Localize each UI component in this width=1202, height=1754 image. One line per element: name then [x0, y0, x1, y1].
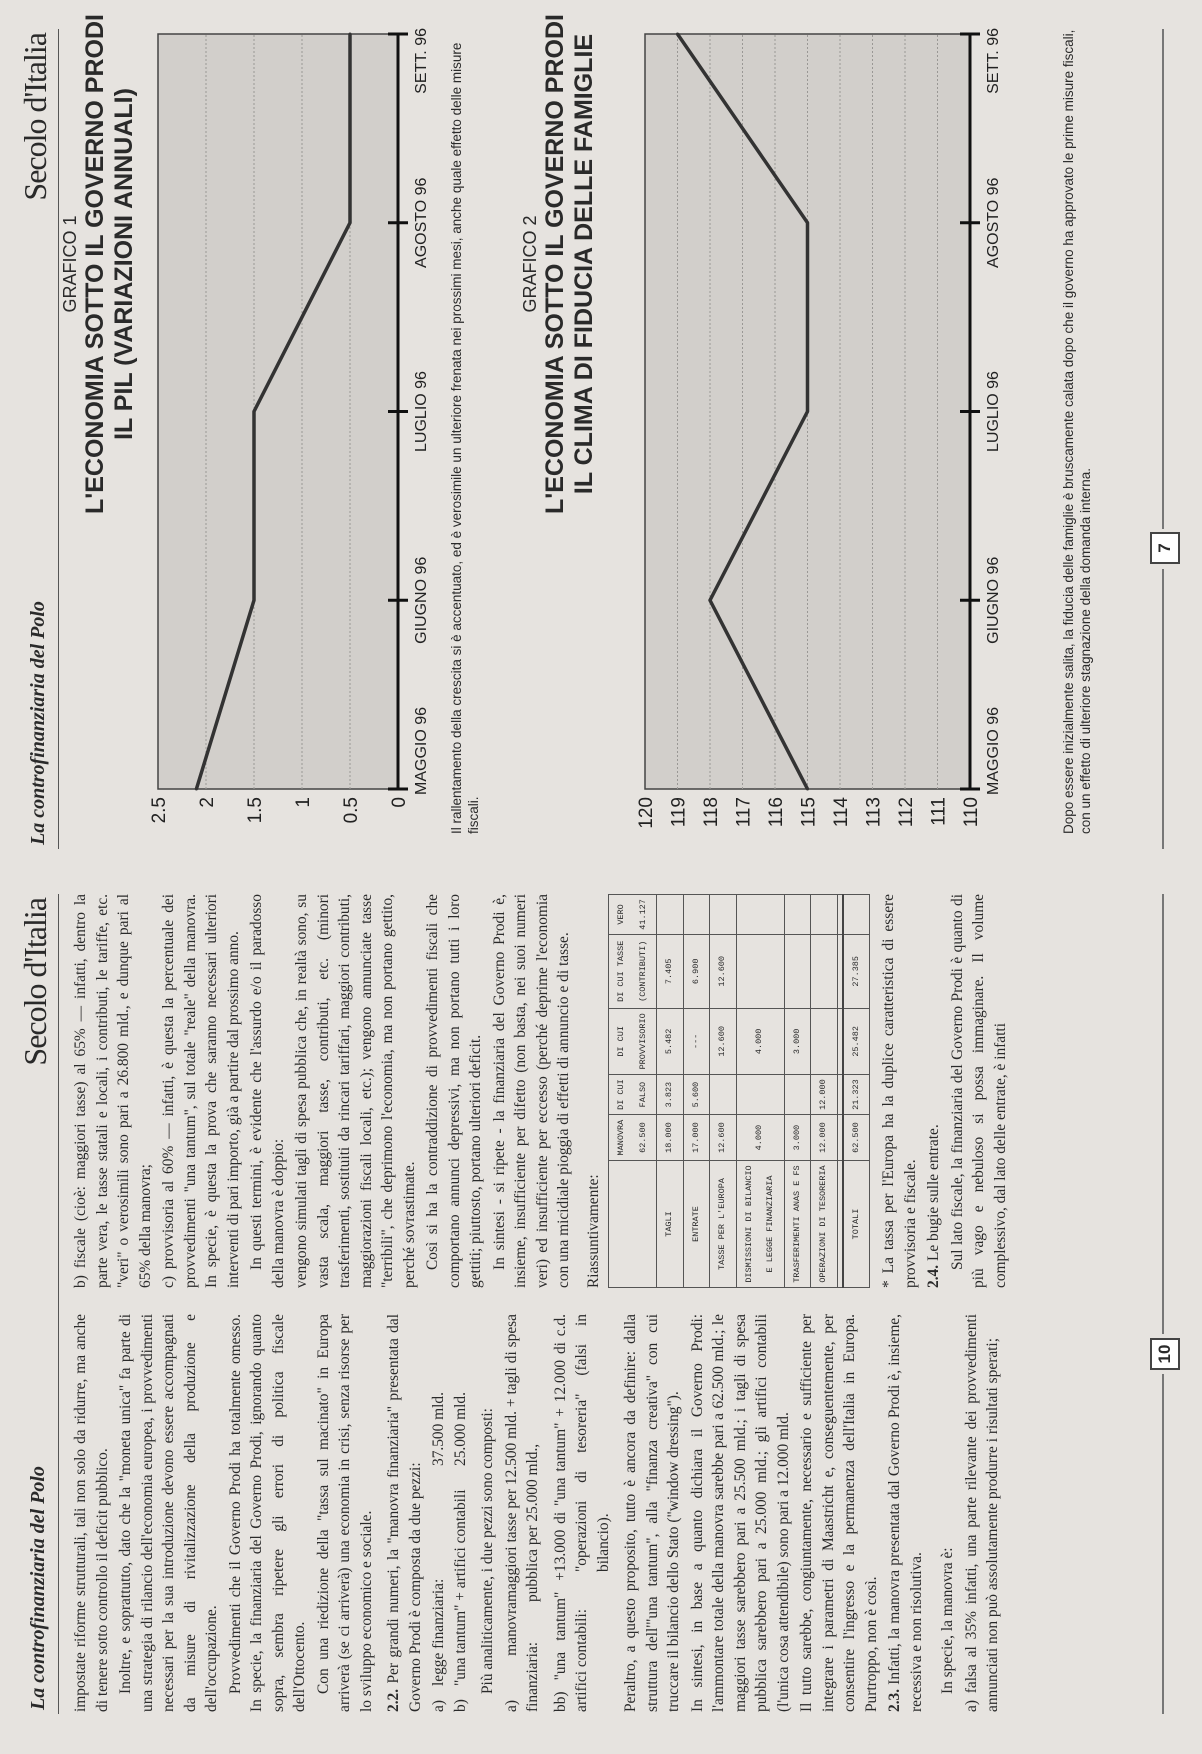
table-row: TASSE PER L'EUROPA 12.600 12.600 12.600	[710, 895, 737, 1288]
graph-title-line: L'ECONOMIA SOTTO IL GOVERNO PRODI	[81, 14, 109, 514]
y-tick-label: 111	[928, 797, 950, 826]
x-tick-label: AGOSTO 96	[985, 177, 1002, 268]
budget-list	[428, 1314, 471, 1712]
summary-table	[608, 894, 870, 1288]
list-label: bb) "una tantum" + artifici contabili:	[551, 1572, 590, 1712]
divider	[1162, 29, 1164, 529]
paragraph: In sintesi, in base a quanto dichiara il Governo Prodi: l'ammontare totale della manovra sarebbe pari a 62.500 mld.; le maggiori tasse sarebbero pari a 25.500 mld.; i tagli di spesa pubblica sarebbero pari a 25.000 mld.; gli artifici contabili (l'unica cosa attendibile) sono pari a 12.000 mld.	[688, 1314, 792, 1712]
paragraph: Con una riedizione della "tassa sul macinato" in Europa arriverà (se ci arriverà) una economia in crisi, senza risorse per lo sviluppo economico e sociale.	[314, 1314, 375, 1712]
list-key: b)	[451, 1699, 469, 1712]
x-tick-label: SETT. 96	[413, 28, 430, 94]
brand-logo: Secolo d'Italia	[17, 898, 53, 1066]
paragraph: Provvedimenti che il Governo Prodi ha totalmente omesso. In specie, la finanziaria del Governo Prodi, ignorando quanto sopra, sembra ripetere gli errori di politica fiscale dell'Ottocento.	[226, 1314, 308, 1712]
data-point	[806, 410, 809, 413]
y-tick-label: 2.5	[149, 797, 170, 824]
y-tick-label: 1.5	[245, 797, 266, 824]
y-tick-label: 1	[293, 797, 314, 808]
paragraph: Più analiticamente, i due pezzi sono composti:	[479, 1408, 496, 1694]
x-tick-label: LUGLIO 96	[985, 371, 1002, 452]
table-header: DI CUI PROVVISORIO	[609, 1008, 657, 1074]
plot-area	[158, 34, 398, 789]
divider	[1162, 894, 1164, 1334]
paragraph: a) falsa al 35% infatti, una parte rilevante dei provvedimenti annunciati non può assolutamente produrre i risultati sperati;	[962, 1314, 1001, 1712]
graph-1-chart	[148, 14, 438, 834]
table-row: TRASFERIMENTI ANAS E FS 3.000 3.000	[784, 895, 811, 1288]
paragraph: Sul lato fiscale, la finanziaria del Governo Prodi è quanto di più vago e nebuloso si possa immaginare. Il volume complessivo, dal lato delle entrate, è infatti	[948, 894, 1009, 1288]
data-point	[349, 221, 352, 224]
y-tick-label: 115	[798, 797, 820, 828]
y-tick-label: 0.5	[341, 797, 362, 824]
y-tick-label: 114	[831, 797, 852, 828]
paragraph: Riassuntivamente:	[584, 1174, 602, 1288]
paragraph: Il tutto sarebbe, congiuntamente, necessario e sufficiente per integrare i parametri di Maastricht e, conseguentemente, per consentire l'ingresso e la permanenza dell'Italia in Europa. Purtroppo, non è così.	[798, 1314, 880, 1712]
data-point	[676, 33, 679, 36]
table-row-total: TOTALI 62.500 21.323 25.482 27.385	[843, 895, 870, 1288]
list-label: legge finanziaria:	[430, 1578, 447, 1686]
y-tick-label: 110	[961, 797, 982, 828]
list-label: a) manovra finanziaria:	[502, 1602, 541, 1712]
page-number: 7	[1150, 532, 1180, 564]
graph-1-caption: Il rallentamento della crescita si è accentuato, ed è verosimile un ulteriore frenata nei prossimi mesi, anche quale effetto delle misure fiscali.	[449, 42, 481, 834]
y-tick-label: 117	[733, 797, 755, 828]
table-row: OPERAZIONI DI TESORERIA 12.000 12.000	[811, 895, 838, 1288]
y-tick-label: 118	[701, 797, 722, 828]
section-number: 2.4.	[925, 1264, 942, 1288]
x-tick-label: SETT. 96	[985, 28, 1002, 94]
table-row: DISMISSIONI DI BILANCIO E LEGGE FINANZIARIA 4.000 4.000	[736, 895, 784, 1288]
y-tick-label: 113	[863, 797, 885, 828]
y-tick-label: 116	[766, 797, 787, 828]
data-point	[253, 599, 256, 602]
detail-list-b	[550, 1314, 615, 1712]
divider	[1162, 1374, 1164, 1714]
paragraph: b) fiscale (cioè: maggiori tasse) al 65% — infatti, dentro la parte vera, le tasse statali e locali, i contributi, le tariffe, etc. "veri" o verosimili sono pari a 26.800 mld., e dunque pari al 65% della manovra;	[72, 894, 154, 1288]
list-key: a)	[430, 1700, 447, 1712]
page-number: 10	[1150, 1338, 1180, 1370]
left-page-header	[8, 894, 59, 1714]
data-point	[253, 410, 256, 413]
paragraph: Per grandi numeri, la "manovra finanziaria" presentata dal Governo Prodi è composta da due pezzi:	[385, 1314, 424, 1712]
graph-2-caption: Dopo essere inizialmente salita, la fiducia delle famiglie è bruscamente calata dopo che il governo ha approvato le prime misure fiscali, con un effetto di ulteriore stagnazione della domanda interna.	[1061, 29, 1093, 834]
graph-title-line: IL PIL (VARIAZIONI ANNUALI)	[110, 88, 138, 440]
y-tick-label: 0	[389, 797, 410, 808]
table-row: TAGLI 18.000 3.823 5.482 7.405	[657, 895, 684, 1288]
list-label: "una tantum" + artifici contabili	[451, 1489, 469, 1686]
paragraph: In questi termini, è evidente che l'assurdo e/o il paradosso della manovra è doppio:	[248, 894, 287, 1288]
y-tick-label: 112	[896, 797, 917, 828]
table-header: DI CUI TASSE (CONTRIBUTI)	[609, 934, 657, 1008]
paragraph: Così si ha la contraddizione di provvedimenti fiscali che comportano annunci depressivi, ma non portano tutti i loro gettiti; piuttosto, portano ulteriori deficit.	[424, 894, 484, 1288]
divider	[1162, 569, 1164, 849]
detail-list-a	[501, 1314, 544, 1712]
list-value: 25.000 mld.	[451, 1392, 469, 1466]
data-point	[806, 221, 809, 224]
x-tick-label: AGOSTO 96	[413, 177, 430, 268]
graph-label: GRAFICO 1	[60, 215, 80, 313]
left-column-1	[70, 1314, 1006, 1712]
paragraph: In sintesi - si ripete - la finanziaria del Governo Prodi è, insieme, insufficiente per difetto (non basta, nei suoi numeri veri) ed insufficiente per eccesso (perché deprime l'economia con una micidiale pioggia di effetti di annuncio e di tasse.	[490, 894, 572, 1288]
graph-2-title	[520, 14, 599, 514]
x-tick-label: LUGLIO 96	[413, 371, 430, 452]
left-column-2	[70, 894, 1013, 1288]
table-header: DI CUI FALSO	[609, 1074, 657, 1114]
paragraph: vengono simulati tagli di spesa pubblica che, in realtà sono, su vasta scala, maggiori tasse, contributi, etc. (minori trasferimenti, sostituiti da rincari tariffari, maggiori contributi, maggiorazioni fiscali locali, etc.); vengono annunciate tasse "terribili", che deprimono l'economia, ma non portano gettito, perché sovrastimate.	[293, 894, 418, 1288]
y-tick-label: 120	[636, 797, 657, 829]
publication-title: La controfinanziaria del Polo	[27, 1466, 49, 1710]
graph-2-chart	[630, 14, 1010, 834]
table-row: ENTRATE 17.000 5.600 --- 6.900	[683, 895, 710, 1288]
x-tick-label: GIUGNO 96	[413, 556, 430, 644]
table-header: MANOVRA 62.500	[609, 1115, 657, 1161]
paragraph: Inoltre, e soprattutto, dato che la "moneta unica" fa parte di una strategia di rilancio dell'economia europea, i provvedimenti necessari per la sua introduzione devono essere accompagnati da misure di rivitalizzazione della produzione e dell'occupazione.	[117, 1314, 220, 1712]
paragraph: c) provvisoria al 60% — infatti, è questa la percentuale dei provvedimenti "una tantum", sul totale "reale" della manovra. In specie, è questa la prova che saranno necessari ulteriori interventi di pari importo, già a partire dal prossimo anno.	[160, 894, 242, 1288]
paragraph: In specie, la manovra è:	[939, 1547, 956, 1694]
x-tick-label: GIUGNO 96	[985, 556, 1002, 644]
paragraph: impostate riforme strutturali, tali non solo da ridurre, ma anche di tenere sotto controllo il deficit pubblico.	[72, 1314, 111, 1712]
graph-title-line: IL CLIMA DI FIDUCIA DELLE FAMIGLIE	[570, 33, 598, 495]
graph-label: GRAFICO 2	[520, 215, 540, 313]
x-tick-label: MAGGIO 96	[413, 706, 430, 795]
publication-title: La controfinanziaria del Polo	[27, 601, 49, 845]
paragraph: * La tassa per l'Europa ha la duplice caratteristica di essere provvisoria e fiscale.	[880, 894, 919, 1288]
graph-title-line: L'ECONOMIA SOTTO IL GOVERNO PRODI	[541, 14, 569, 514]
paragraph: Peraltro, a questo proposito, tutto è ancora da definire: dalla struttura dell'"una tantum", alla "finanza creativa" con cui truccare il bilancio dello Stato ("window dressing").	[622, 1314, 682, 1712]
paragraph: Infatti, la manovra presentata dal Governo Prodi è, insieme, recessiva e non risolutiva.	[886, 1314, 925, 1712]
data-point	[195, 788, 198, 791]
list-value: 37.500 mld.	[430, 1392, 447, 1466]
section-number: 2.3.	[886, 1688, 903, 1712]
list-text: 13.000 di "una tantum" + 12.000 di c.d. "operazioni di tesoreria" (falsi in bilancio).	[551, 1314, 612, 1572]
paragraph: Le bugie sulle entrate.	[925, 1124, 942, 1262]
y-tick-label: 2	[197, 797, 218, 808]
brand-logo: Secolo d'Italia	[17, 33, 53, 201]
y-tick-label: 119	[668, 797, 690, 828]
table-header: VERO 41.127	[609, 895, 657, 935]
data-point	[349, 33, 352, 36]
right-page-header	[8, 29, 59, 849]
section-number: 2.2.	[385, 1688, 402, 1712]
data-point	[806, 788, 809, 791]
graph-1-title	[60, 14, 139, 514]
x-tick-label: MAGGIO 96	[985, 706, 1002, 795]
data-point	[709, 599, 712, 602]
list-text: maggiori tasse per 12.500 mld. + tagli di spesa pubblica per 25.000 mld.,	[502, 1314, 541, 1602]
